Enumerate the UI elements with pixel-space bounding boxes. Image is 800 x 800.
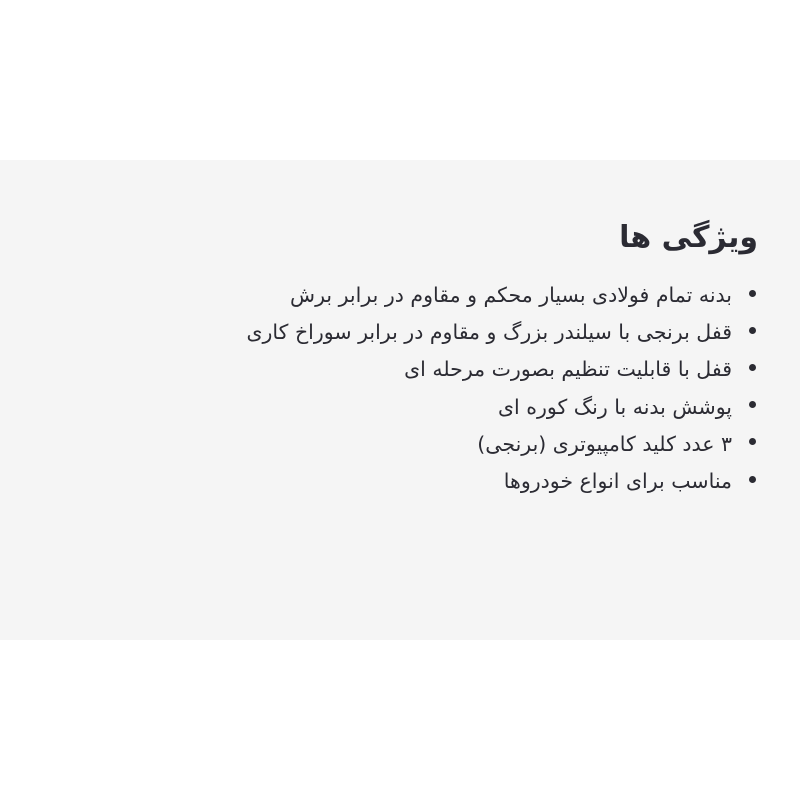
list-item-label: قفل برنجی با سیلندر بزرگ و مقاوم در برابر سوراخ کاری — [246, 320, 732, 345]
list-item — [42, 353, 758, 386]
list-item — [42, 465, 758, 498]
page-title: ویژگی ها — [619, 220, 758, 255]
bullet-icon — [749, 327, 756, 334]
bullet-icon — [749, 401, 756, 408]
list-item-label: ۳ عدد کلید کامپیوتری (برنجی) — [477, 431, 732, 456]
features-panel — [0, 160, 800, 640]
list-item-label: بدنه تمام فولادی بسیار محکم و مقاوم در برابر برش — [290, 283, 732, 307]
list-item — [42, 316, 758, 349]
list-item-label: قفل با قابلیت تنظیم بصورت مرحله ای — [404, 357, 732, 382]
list-item — [42, 391, 758, 424]
bullet-icon — [749, 476, 756, 483]
list-item-label: پوشش بدنه با رنگ کوره ای — [498, 394, 732, 419]
features-list — [42, 279, 758, 498]
bullet-icon — [749, 290, 756, 297]
list-item — [42, 428, 758, 461]
list-item — [42, 279, 758, 312]
bullet-icon — [749, 364, 756, 371]
bullet-icon — [749, 438, 756, 445]
list-item-label: مناسب برای انواع خودروها — [503, 469, 732, 494]
